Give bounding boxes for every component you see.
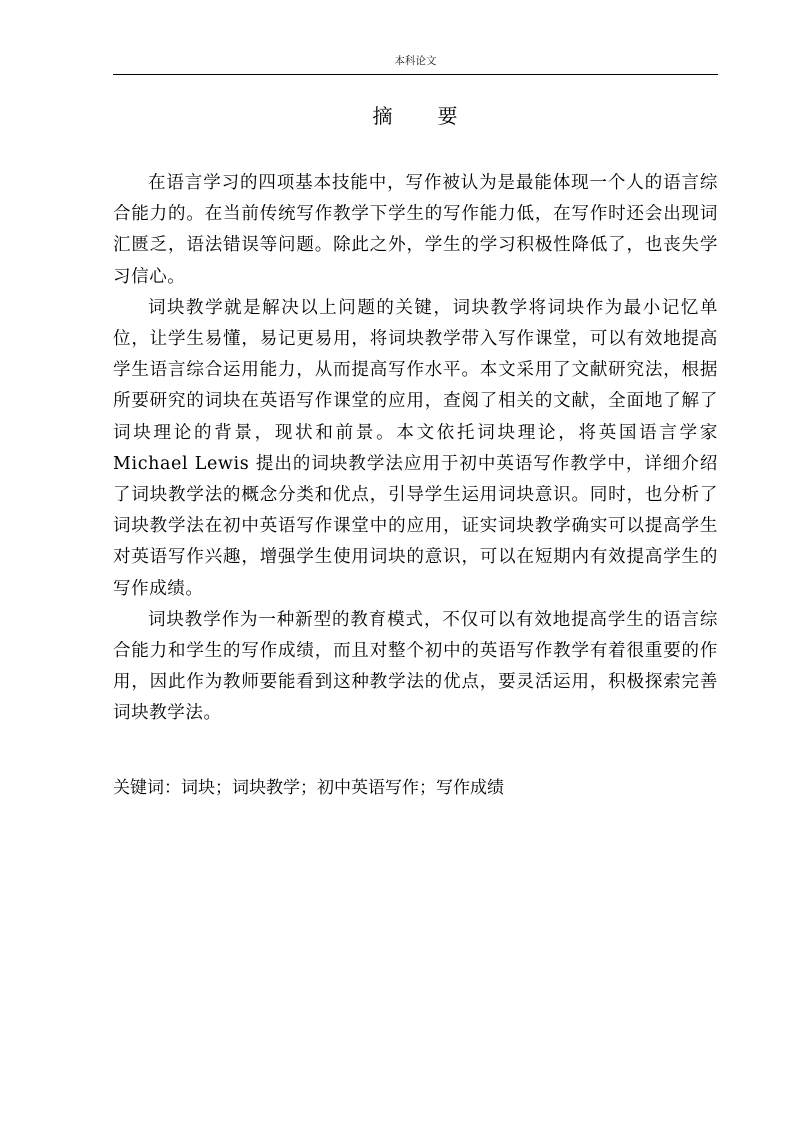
keywords-line: 关键词：词块；词块教学；初中英语写作；写作成绩 bbox=[113, 778, 504, 798]
abstract-paragraph-3: 词块教学作为一种新型的教育模式，不仅可以有效地提高学生的语言综合能力和学生的写作成绩，而且对整个初中的英语写作教学有着很重要的作用，因此作为教师要能看到这种教学法的优点，要灵活运用，积极探索完善词块教学法。 bbox=[113, 609, 718, 724]
header-text: 本科论文 bbox=[394, 55, 437, 67]
title-char-1: 摘 bbox=[372, 104, 394, 128]
title-char-2: 要 bbox=[437, 104, 459, 128]
abstract-title bbox=[113, 101, 718, 131]
abstract-body bbox=[113, 168, 718, 730]
page-header bbox=[113, 52, 718, 75]
abstract-paragraph-1: 在语言学习的四项基本技能中，写作被认为是最能体现一个人的语言综合能力的。在当前传统写作教学下学生的写作能力低，在写作时还会出现词汇匮乏，语法错误等问题。除此之外，学生的学习积极性降低了，也丧失学习信心。 bbox=[113, 173, 718, 287]
abstract-paragraph-2: 词块教学就是解决以上问题的关键，词块教学将词块作为最小记忆单位，让学生易懂，易记更易用，将词块教学带入写作课堂，可以有效地提高学生语言综合运用能力，从而提高写作水平。本文采用了文献研究法，根据所要研究的词块在英语写作课堂的应用，查阅了相关的文献，全面地了解了词块理论的背景，现状和前景。本文依托词块理论，将英国语言学家 Michael Lewis 提出的词块教学法应用于初中英语写作教学中，详细介绍了词块教学法的概念分类和优点，引导学生运用词块意识。同时，也分析了词块教学法在初中英语写作课堂中的应用，证实词块教学确实可以提高学生对英语写作兴趣，增强学生使用词块的意识，可以在短期内有效提高学生的写作成绩。 bbox=[113, 297, 718, 599]
